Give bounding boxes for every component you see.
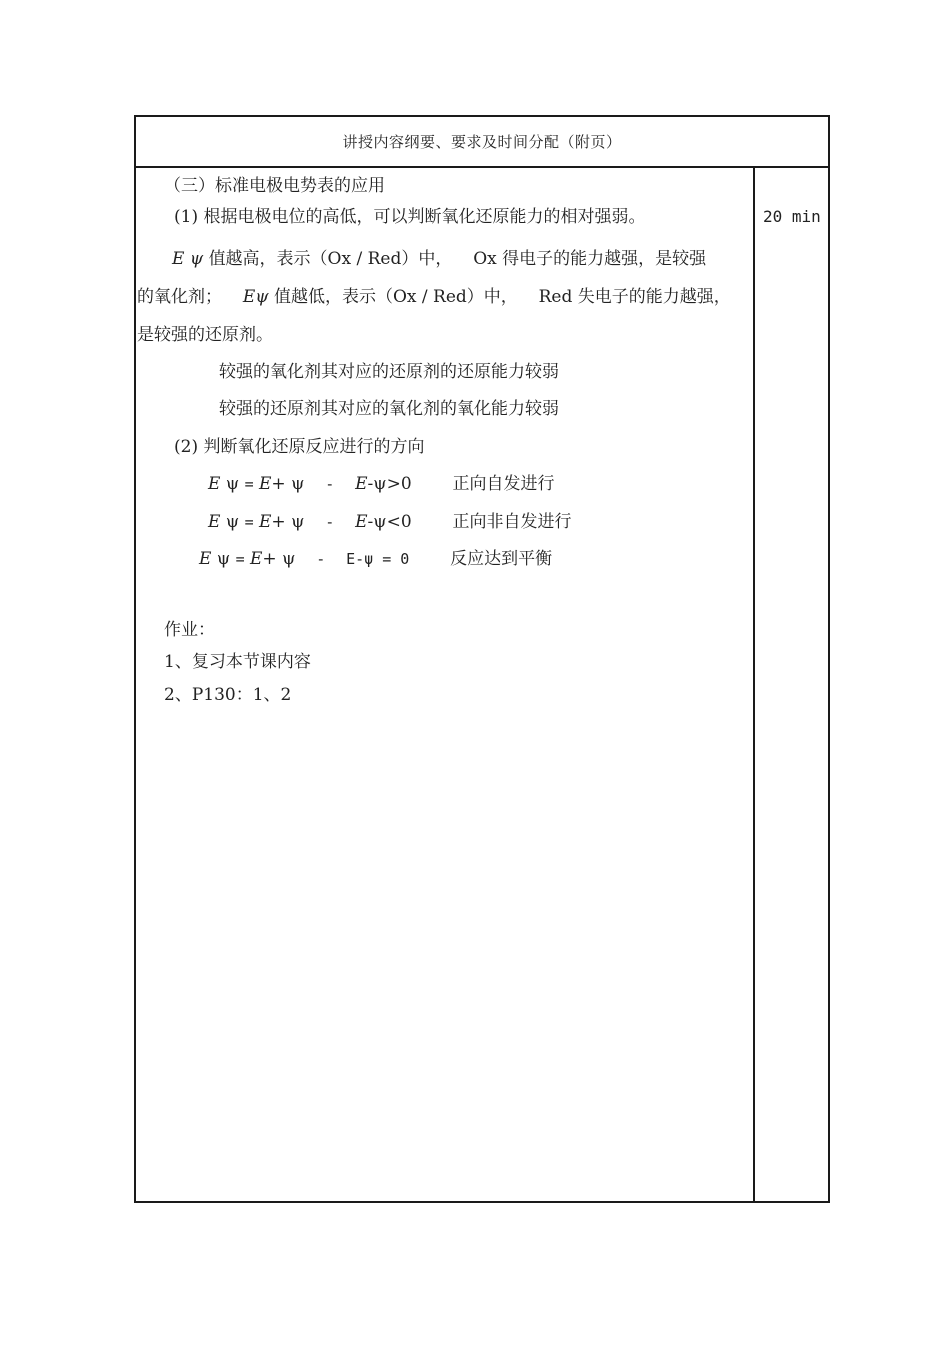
- eq-operator: =: [235, 550, 245, 568]
- rule-2: 较强的还原剂其对应的氧化剂的氧化能力较弱: [219, 399, 559, 419]
- eq-symbol: ψ: [225, 512, 240, 532]
- potential-symbol: Eψ: [242, 287, 269, 307]
- time-column-divider: [753, 166, 755, 1201]
- rule-1: 较强的氧化剂其对应的还原剂的还原能力较弱: [219, 362, 559, 382]
- eq-symbol: E: [346, 550, 356, 568]
- eq-tail: -ψ<0: [367, 512, 412, 532]
- section-title: （三）标准电极电势表的应用: [164, 176, 385, 196]
- homework-title: 作业：: [164, 620, 215, 640]
- paragraph-text: 值越低，表示（Ox / Red）中，: [273, 287, 518, 307]
- eq-symbol: E: [208, 474, 221, 494]
- homework-item-2: 2、P130：1、2: [164, 685, 292, 705]
- eq-result: 反应达到平衡: [450, 549, 553, 569]
- point-2: (2) 判断氧化还原反应进行的方向: [174, 437, 425, 457]
- eq-symbol: E: [199, 549, 212, 569]
- eq-operator: -: [325, 475, 335, 493]
- equation-3: [199, 548, 552, 570]
- eq-operator: -: [325, 513, 335, 531]
- eq-tail: -ψ>0: [367, 474, 412, 494]
- eq-symbol: ψ: [282, 549, 296, 569]
- equation-1: [208, 473, 554, 495]
- eq-tail: -ψ = 0: [355, 550, 410, 568]
- paragraph-1-line-1: [172, 248, 706, 270]
- eq-result: 正向自发进行: [452, 474, 555, 494]
- potential-symbol: E ψ: [172, 249, 204, 269]
- eq-symbol: E+: [250, 549, 277, 569]
- eq-symbol: ψ: [291, 512, 305, 532]
- eq-operator: =: [244, 513, 254, 531]
- time-allocation: 20 min: [763, 207, 821, 226]
- eq-symbol: E: [208, 512, 221, 532]
- eq-result: 正向非自发进行: [452, 512, 572, 532]
- eq-symbol: E+: [259, 512, 286, 532]
- eq-symbol: ψ: [225, 474, 240, 494]
- eq-operator: =: [244, 475, 254, 493]
- eq-symbol: ψ: [216, 549, 231, 569]
- equation-2: [208, 511, 571, 533]
- paragraph-1-line-3: 是较强的还原剂。: [137, 325, 273, 345]
- paragraph-1-line-2: [137, 286, 731, 308]
- eq-operator: -: [316, 550, 326, 568]
- eq-symbol: E: [355, 512, 368, 532]
- eq-symbol: ψ: [291, 474, 305, 494]
- eq-symbol: E+: [259, 474, 286, 494]
- paragraph-text: Red 失电子的能力越强，: [538, 287, 731, 307]
- eq-symbol: E: [355, 474, 368, 494]
- paragraph-text: 的氧化剂；: [137, 287, 222, 307]
- paragraph-text: Ox 得电子的能力越强，是较强: [473, 249, 707, 269]
- table-header: 讲授内容纲要、要求及时间分配（附页）: [136, 117, 828, 168]
- point-1: (1) 根据电极电位的高低，可以判断氧化还原能力的相对强弱。: [174, 207, 646, 227]
- paragraph-text: 值越高，表示（Ox / Red）中，: [208, 249, 453, 269]
- homework-item-1: 1、复习本节课内容: [164, 652, 311, 672]
